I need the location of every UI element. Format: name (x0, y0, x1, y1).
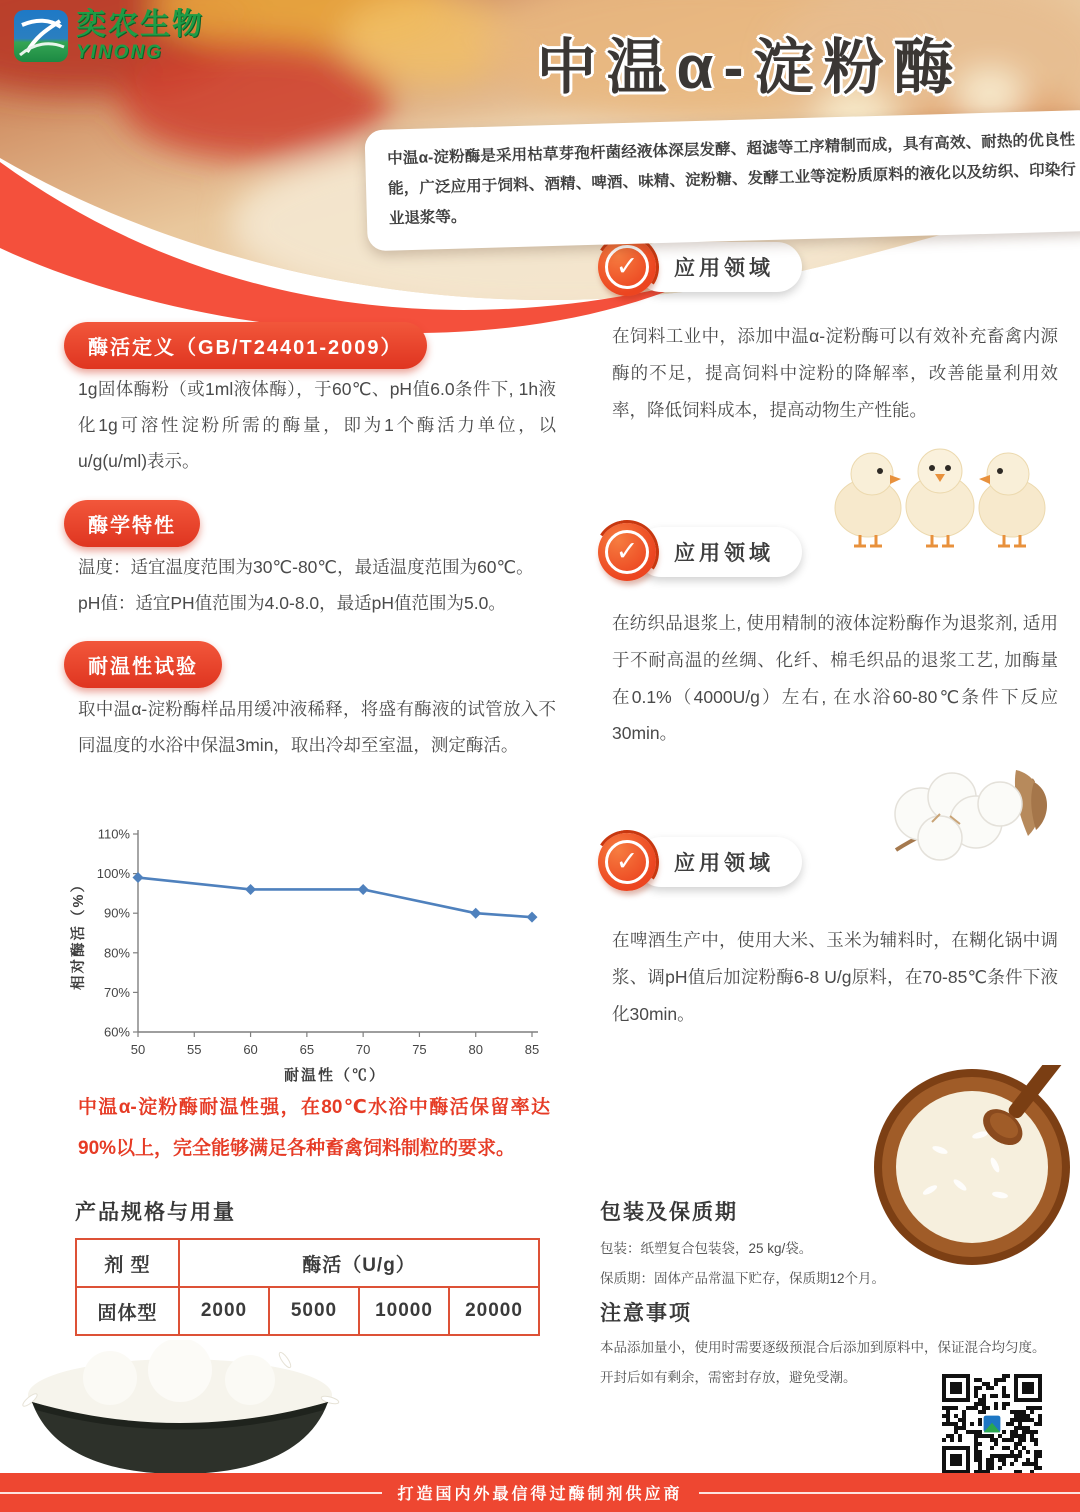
conclusion-text: 中温α-淀粉酶耐温性强，在80℃水浴中酶活保留率达90%以上，完全能够满足各种畜禽饲料制粒的要求。 (78, 1097, 550, 1159)
svg-text:80: 80 (468, 1042, 483, 1057)
spec-value: 20000 (449, 1287, 539, 1335)
definition-text: 1g固体酶粉（或1ml液体酶），于60℃、pH值6.0条件下, 1h液化1g可溶性淀粉所需的酶量，即为1个酶活力单位，以u/g(u/ml)表示。 (78, 379, 556, 471)
spec-header-row (76, 1239, 539, 1287)
brand-logo (14, 10, 204, 64)
app-section-2-text: 在纺织品退浆上, 使用精制的液体淀粉酶作为退浆剂, 适用于不耐高温的丝绸、化纤、棉毛织品的退浆工艺, 加酶量在0.1%（4000U/g）左右, 在水浴60-80℃条件下反应30min。 (612, 613, 1058, 744)
notes-heading: 注意事项 (600, 1302, 692, 1325)
spec-value: 2000 (179, 1287, 269, 1335)
heat-tolerance-chart (68, 818, 550, 1090)
svg-text:耐温性（℃）: 耐温性（℃） (283, 1067, 387, 1084)
product-title: 中温α-淀粉酶 (536, 34, 964, 101)
svg-text:65: 65 (299, 1042, 315, 1057)
chicks-image (828, 438, 1052, 550)
rice-bowl-image (870, 1065, 1074, 1269)
footer-bar (0, 1473, 1080, 1512)
spec-value-row (76, 1287, 539, 1335)
check-circle-icon (598, 523, 656, 581)
app-section-1-text: 在饲料工业中，添加中温α-淀粉酶可以有效补充畜禽内源酶的不足，提高饲料中淀粉的降解率，改善能量利用效率，降低饲料成本，提高动物生产性能。 (612, 326, 1058, 420)
footer-slogan: 打造国内外最信得过酶制剂供应商 (397, 1486, 683, 1503)
app-badge-label: 应用领域 (636, 837, 802, 887)
spec-row-label: 固体型 (76, 1287, 179, 1335)
shelf-life-line: 保质期：固体产品常温下贮存，保质期12个月。 (600, 1271, 886, 1287)
check-circle-icon (598, 238, 656, 296)
svg-text:100%: 100% (96, 866, 130, 882)
app-badge-label: 应用领域 (636, 242, 802, 292)
svg-text:70%: 70% (103, 984, 130, 1000)
badge-properties: 酶学特性 (64, 500, 200, 547)
spec-value: 10000 (359, 1287, 449, 1335)
spec-col-dosage-form: 剂 型 (76, 1239, 179, 1287)
spec-heading: 产品规格与用量 (75, 1201, 236, 1224)
cotton-image (866, 752, 1058, 872)
check-icon: ✓ (615, 535, 639, 566)
svg-text:50: 50 (130, 1042, 146, 1057)
spec-value: 5000 (269, 1287, 359, 1335)
svg-text:60: 60 (243, 1042, 258, 1057)
check-icon: ✓ (615, 250, 639, 281)
footer-line-right (699, 1492, 1080, 1494)
heat-test-text: 取中温α-淀粉酶样品用缓冲液稀释，将盛有酶液的试管放入不同温度的水浴中保温3min，取出冷却至室温，测定酶活。 (78, 699, 556, 755)
app-badge-label: 应用领域 (636, 527, 802, 577)
brand-name-en: YINONG (76, 42, 163, 63)
svg-text:60%: 60% (103, 1024, 130, 1040)
app-section-3-badge (598, 833, 802, 891)
spec-table (75, 1238, 540, 1336)
svg-text:相对酶活（%）: 相对酶活（%） (71, 876, 87, 990)
properties-text (78, 550, 556, 622)
packaging-heading: 包装及保质期 (600, 1201, 738, 1224)
brand-name-cn: 奕农生物 (76, 8, 204, 41)
check-icon: ✓ (615, 845, 639, 876)
packaging-line: 包装：纸塑复合包装袋，25 kg/袋。 (600, 1241, 813, 1256)
intro-card (364, 110, 1080, 251)
svg-text:80%: 80% (103, 945, 130, 961)
app-section-1-badge (598, 238, 802, 296)
app-section-3-text: 在啤酒生产中，使用大米、玉米为辅料时，在糊化锅中调浆、调pH值后加淀粉酶6-8 U/g原料，在70-85℃条件下液化30min。 (612, 930, 1058, 1024)
properties-line-temperature: 温度：适宜温度范围为30℃-80℃，最适温度范围为60℃。 (78, 557, 534, 577)
properties-line-ph: pH值：适宜PH值范围为4.0-8.0，最适pH值范围为5.0。 (78, 592, 506, 613)
svg-text:55: 55 (187, 1042, 202, 1057)
app-section-2-badge (598, 523, 802, 581)
intro-text: 中温α-淀粉酶是采用枯草芽孢杆菌经液体深层发酵、超滤等工序精制而成，具有高效、耐热的优良性能，广泛应用于饲料、酒精、啤酒、味精、淀粉糖、发酵工业等淀粉质原料的液化以及纺织、印染行业退浆等。 (387, 131, 1077, 229)
badge-heat-test: 耐温性试验 (64, 641, 222, 688)
rice-bowl-photo-bottom (0, 1340, 360, 1474)
notes-line: 开封后如有剩余，需密封存放，避免受潮。 (600, 1370, 857, 1386)
footer-line-left (0, 1492, 382, 1494)
svg-text:70: 70 (355, 1042, 371, 1057)
qr-code (942, 1374, 1042, 1474)
svg-text:110%: 110% (97, 826, 130, 842)
svg-text:75: 75 (412, 1042, 427, 1057)
notes-line: 本品添加量小，使用时需要逐级预混合后添加到原料中，保证混合均匀度。 (600, 1340, 1046, 1355)
svg-text:85: 85 (524, 1042, 540, 1057)
check-circle-icon (598, 833, 656, 891)
svg-text:90%: 90% (103, 905, 130, 921)
logo-icon (14, 10, 68, 62)
spec-col-activity: 酶活（U/g） (179, 1239, 539, 1287)
badge-definition: 酶活定义（GB/T24401-2009） (64, 322, 427, 369)
